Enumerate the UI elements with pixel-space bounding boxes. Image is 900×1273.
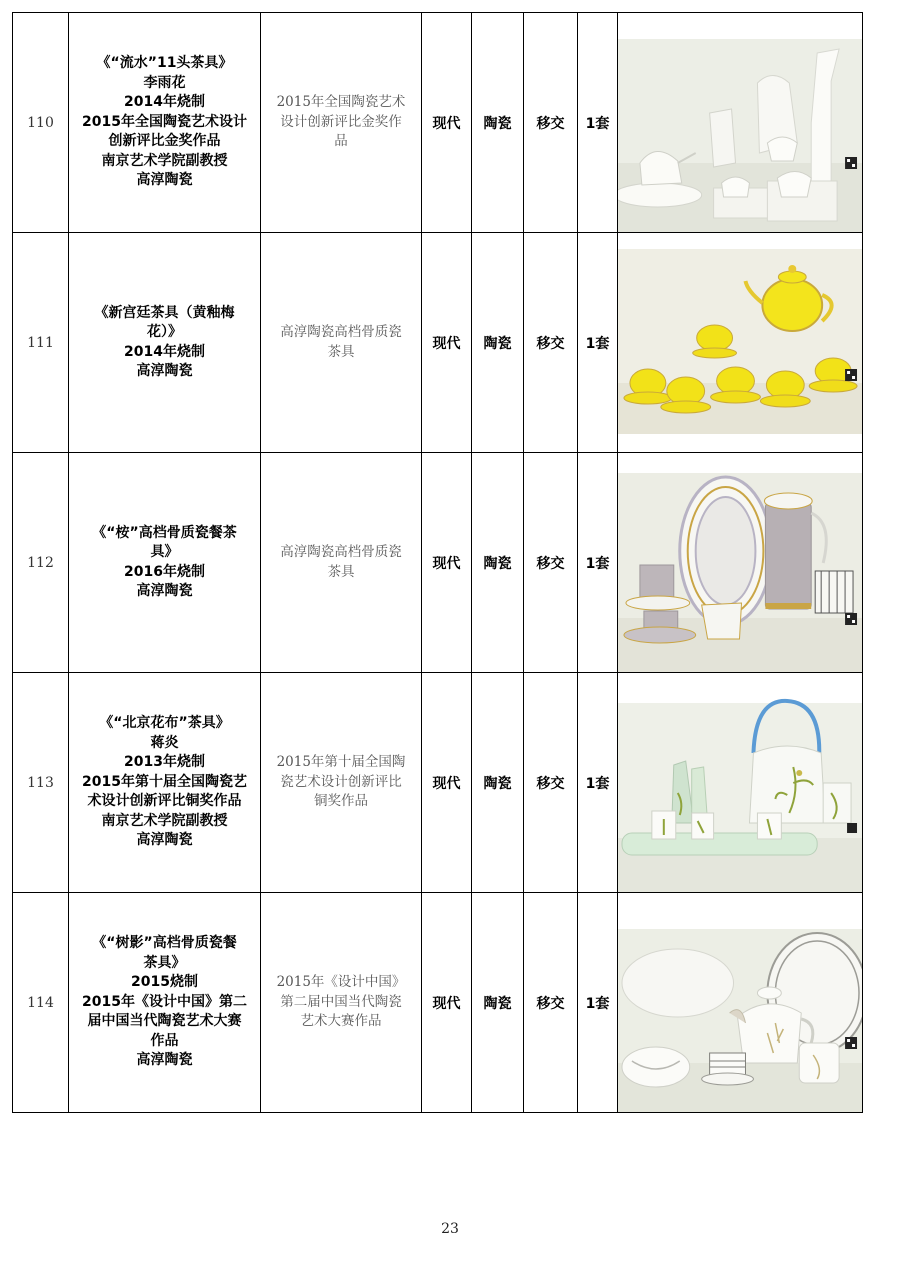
item-quantity: 1套 — [578, 453, 618, 673]
page-number: 23 — [441, 1221, 459, 1237]
table-row — [13, 233, 863, 453]
item-number: 112 — [13, 453, 69, 673]
item-source: 移交 — [524, 453, 578, 673]
item-quantity: 1套 — [578, 233, 618, 453]
item-source: 移交 — [524, 673, 578, 893]
yellow-tea-set-photo — [618, 233, 863, 453]
item-note: 2015年《设计中国》 第二届中国当代陶瓷 艺术大赛作品 — [261, 893, 422, 1113]
table-row — [13, 893, 863, 1113]
item-era: 现代 — [422, 453, 472, 673]
item-title: 《“树影”高档骨质瓷餐 茶具》 2015烧制 2015年《设计中国》第二 届中国当代陶瓷艺术大赛 作品 高淳陶瓷 — [69, 893, 261, 1113]
item-material: 陶瓷 — [472, 453, 524, 673]
table-row — [13, 673, 863, 893]
item-quantity: 1套 — [578, 893, 618, 1113]
item-note: 高淳陶瓷高档骨质瓷 茶具 — [261, 233, 422, 453]
item-source: 移交 — [524, 893, 578, 1113]
item-title: 《“桉”高档骨质瓷餐茶 具》 2016年烧制 高淳陶瓷 — [69, 453, 261, 673]
grey-gold-dinner-set-photo — [618, 453, 863, 673]
item-title: 《“流水”11头茶具》 李雨花 2014年烧制 2015年全国陶瓷艺术设计 创新评比金奖作品 南京艺术学院副教授 高淳陶瓷 — [69, 13, 261, 233]
item-material: 陶瓷 — [472, 893, 524, 1113]
floral-tea-set-photo — [618, 673, 863, 893]
item-era: 现代 — [422, 893, 472, 1113]
item-number: 113 — [13, 673, 69, 893]
item-quantity: 1套 — [578, 13, 618, 233]
item-material: 陶瓷 — [472, 673, 524, 893]
item-source: 移交 — [524, 13, 578, 233]
item-number: 114 — [13, 893, 69, 1113]
item-era: 现代 — [422, 233, 472, 453]
item-title: 《“北京花布”茶具》 蒋炎 2013年烧制 2015年第十届全国陶瓷艺 术设计创新评比铜奖作品 南京艺术学院副教授 高淳陶瓷 — [69, 673, 261, 893]
item-note: 高淳陶瓷高档骨质瓷 茶具 — [261, 453, 422, 673]
table-row — [13, 453, 863, 673]
tree-shadow-dinner-set-photo — [618, 893, 863, 1113]
item-note: 2015年第十届全国陶 瓷艺术设计创新评比 铜奖作品 — [261, 673, 422, 893]
item-source: 移交 — [524, 233, 578, 453]
item-material: 陶瓷 — [472, 233, 524, 453]
item-title: 《新宫廷茶具（黄釉梅 花）》 2014年烧制 高淳陶瓷 — [69, 233, 261, 453]
item-note: 2015年全国陶瓷艺术 设计创新评比金奖作 品 — [261, 13, 422, 233]
item-era: 现代 — [422, 13, 472, 233]
item-material: 陶瓷 — [472, 13, 524, 233]
item-quantity: 1套 — [578, 673, 618, 893]
white-tea-set-photo — [618, 13, 863, 233]
table-row — [13, 13, 863, 233]
catalog-table — [12, 12, 863, 1113]
item-era: 现代 — [422, 673, 472, 893]
item-number: 110 — [13, 13, 69, 233]
item-number: 111 — [13, 233, 69, 453]
